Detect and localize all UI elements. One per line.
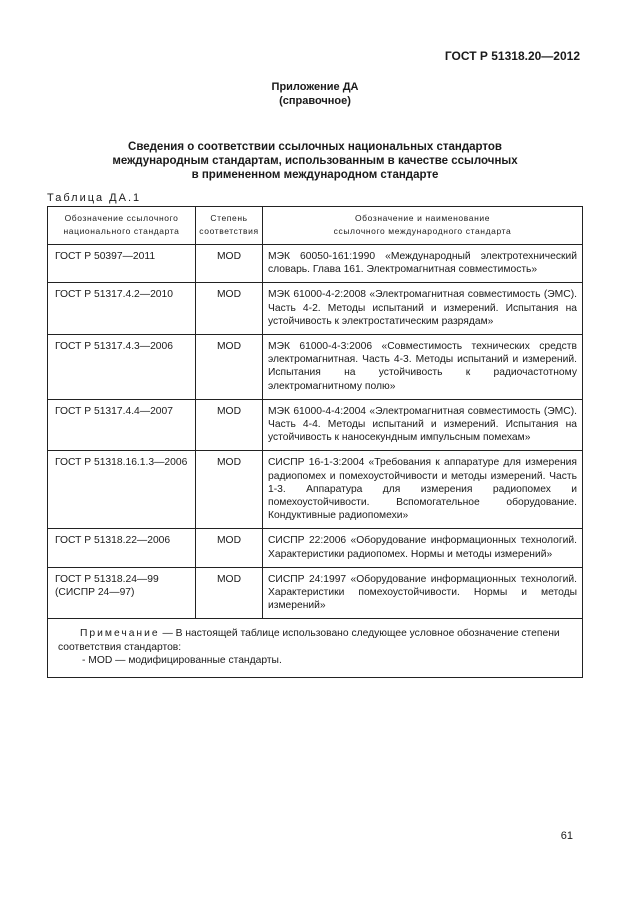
note-heading: Примечание bbox=[80, 628, 160, 640]
national-standard-cell: ГОСТ Р 51318.22—2006 bbox=[48, 529, 196, 567]
national-standard-cell: ГОСТ Р 50397—2011 bbox=[48, 245, 196, 283]
document-code: ГОСТ Р 51318.20—2012 bbox=[444, 49, 580, 63]
section-title-line: Сведения о соответствии ссылочных национальных стандартов bbox=[128, 141, 502, 153]
national-standard-cell: ГОСТ Р 51317.4.4—2007 bbox=[48, 399, 196, 451]
appendix-heading bbox=[0, 80, 630, 108]
note-text: соответствия стандартов: bbox=[58, 641, 182, 653]
header-international-standard: Обозначение и наименование ссылочного международного стандарта bbox=[263, 207, 583, 245]
international-standard-cell: МЭК 61000-4-2:2008 «Электромагнитная совместимость (ЭМС). Часть 4-2. Методы испытаний и измерений. Испытания на устойчивость к электростатическим разрядам» bbox=[263, 283, 583, 335]
degree-cell: MOD bbox=[196, 283, 263, 335]
table-row bbox=[48, 335, 583, 400]
degree-cell: MOD bbox=[196, 399, 263, 451]
header-national-standard: Обозначение ссылочного национального стандарта bbox=[48, 207, 196, 245]
national-standard-cell: ГОСТ Р 51317.4.3—2006 bbox=[48, 335, 196, 400]
international-standard-cell: СИСПР 24:1997 «Оборудование информационных технологий. Характеристики помехоустойчивости. Нормы и методы измерений» bbox=[263, 567, 583, 619]
international-standard-cell: СИСПР 22:2006 «Оборудование информационных технологий. Характеристики радиопомех. Нормы и методы измерений» bbox=[263, 529, 583, 567]
table-label: Таблица ДА.1 bbox=[47, 192, 142, 204]
international-standard-cell: СИСПР 16-1-3:2004 «Требования к аппаратуре для измерения радиопомех и помехоустойчивости и методы измерений. Часть 1-3. Аппаратура для измерения радиопомех и помехоустойчивости. Вспомогательное оборудование. Кондуктивные радиопомехи» bbox=[263, 451, 583, 529]
table-row bbox=[48, 451, 583, 529]
table-row bbox=[48, 283, 583, 335]
table-note-row bbox=[48, 619, 583, 678]
degree-cell: MOD bbox=[196, 245, 263, 283]
correspondence-table bbox=[47, 206, 583, 678]
international-standard-cell: МЭК 61000-4-4:2004 «Электромагнитная совместимость (ЭМС). Часть 4-4. Методы испытаний и измерений. Испытания на устойчивость к наносекундным импульсным помехам» bbox=[263, 399, 583, 451]
table-row bbox=[48, 567, 583, 619]
table-row bbox=[48, 399, 583, 451]
appendix-title: Приложение ДА bbox=[271, 81, 359, 93]
note-text: — В настоящей таблице использовано следующее условное обозначение степени bbox=[159, 628, 560, 640]
header-degree: Степень соответствия bbox=[196, 207, 263, 245]
table-header-row bbox=[48, 207, 583, 245]
international-standard-cell: МЭК 60050-161:1990 «Международный электротехнический словарь. Глава 161. Электромагнитная совместимость» bbox=[263, 245, 583, 283]
degree-cell: MOD bbox=[196, 529, 263, 567]
table-row bbox=[48, 529, 583, 567]
section-title-line: в примененном международном стандарте bbox=[191, 169, 439, 181]
section-title-line: международным стандартам, использованным в качестве ссылочных bbox=[112, 155, 518, 167]
degree-cell: MOD bbox=[196, 451, 263, 529]
appendix-subtitle: (справочное) bbox=[279, 95, 351, 107]
section-title bbox=[0, 140, 630, 182]
table-row bbox=[48, 245, 583, 283]
degree-cell: MOD bbox=[196, 335, 263, 400]
table-note bbox=[48, 619, 583, 678]
national-standard-cell: ГОСТ Р 51318.24—99 (СИСПР 24—97) bbox=[48, 567, 196, 619]
note-legend: - MOD — модифицированные стандарты. bbox=[82, 655, 282, 667]
national-standard-cell: ГОСТ Р 51317.4.2—2010 bbox=[48, 283, 196, 335]
international-standard-cell: МЭК 61000-4-3:2006 «Совместимость технических средств электромагнитная. Часть 4-3. Методы испытаний и измерений. Испытания на устойчивость к радиочастотному электромагнитному полю» bbox=[263, 335, 583, 400]
national-standard-cell: ГОСТ Р 51318.16.1.3—2006 bbox=[48, 451, 196, 529]
degree-cell: MOD bbox=[196, 567, 263, 619]
page-number: 61 bbox=[560, 830, 573, 842]
